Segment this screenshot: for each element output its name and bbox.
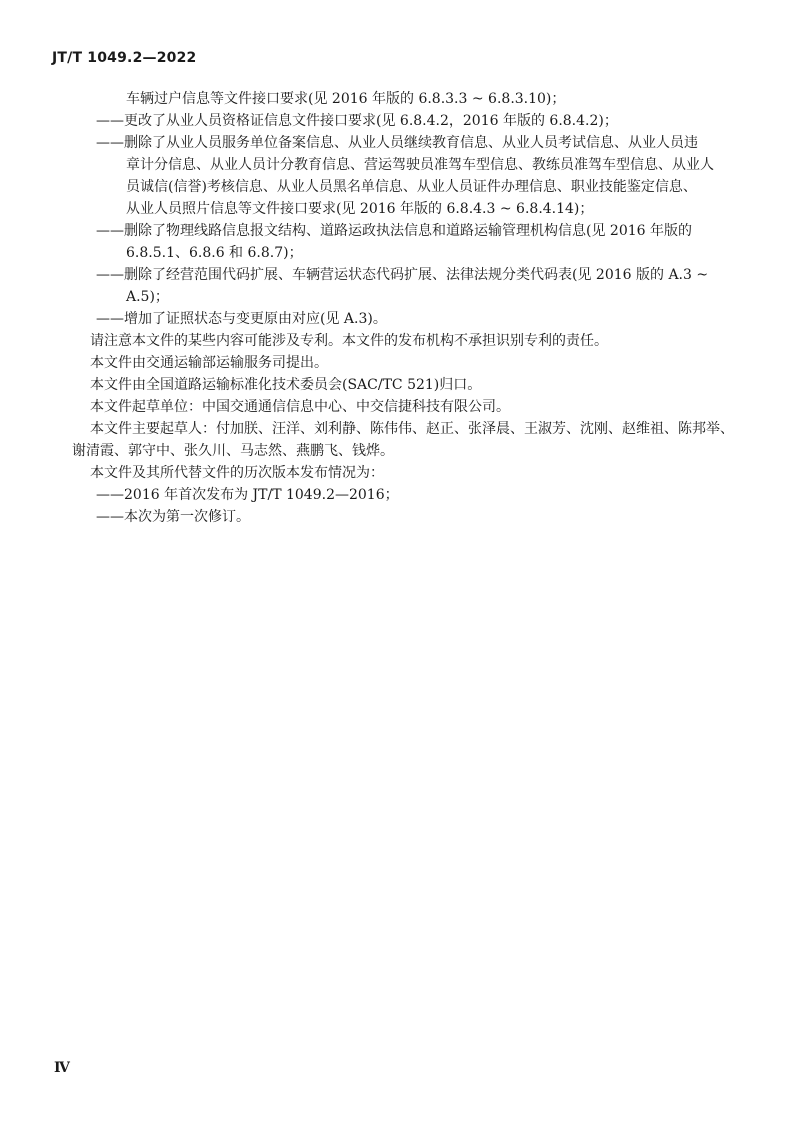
text-line: 车辆过户信息等文件接口要求(见 2016 年版的 6.8.3.3 ~ 6.8.3.10)；	[126, 91, 566, 107]
text-line: 本文件起草单位：中国交通通信信息中心、中交信捷科技有限公司。	[90, 399, 510, 415]
standard-code: JT/T 1049.2—2022	[52, 50, 197, 66]
text-line: ——2016 年首次发布为 JT/T 1049.2—2016；	[96, 487, 399, 503]
text-line: 请注意本文件的某些内容可能涉及专利。本文件的发布机构不承担识别专利的责任。	[90, 333, 608, 349]
text-line: 本文件及其所代替文件的历次版本发布情况为：	[90, 465, 384, 481]
text-line: 本文件主要起草人：付加朕、汪洋、刘利静、陈伟伟、赵正、张泽晨、王淑芳、沈刚、赵维祖、陈邦举、	[90, 421, 734, 437]
text-line: A.5)；	[126, 289, 169, 305]
text-line: 本文件由交通运输部运输服务司提出。	[90, 355, 328, 371]
text-line: 6.8.5.1、6.8.6 和 6.8.7)；	[126, 245, 303, 261]
text-line: 章计分信息、从业人员计分教育信息、营运驾驶员准驾车型信息、教练员准驾车型信息、从业人	[126, 157, 714, 173]
text-line: ——删除了物理线路信息报文结构、道路运政执法信息和道路运输管理机构信息(见 2016 年版的	[96, 223, 692, 239]
text-line: ——删除了从业人员服务单位备案信息、从业人员继续教育信息、从业人员考试信息、从业人员违	[96, 135, 698, 151]
text-line: 谢清霞、郭守中、张久川、马志然、燕鹏飞、钱烨。	[72, 443, 394, 459]
text-line: ——本次为第一次修订。	[96, 509, 250, 525]
text-line: ——删除了经营范围代码扩展、车辆营运状态代码扩展、法律法规分类代码表(见 2016 版的 A.3 ~	[96, 267, 709, 283]
text-line: 从业人员照片信息等文件接口要求(见 2016 年版的 6.8.4.3 ~ 6.8.4.14)；	[126, 201, 594, 217]
text-line: 本文件由全国道路运输标准化技术委员会(SAC/TC 521)归口。	[90, 377, 482, 393]
text-line: ——更改了从业人员资格证信息文件接口要求(见 6.8.4.2，2016 年版的 6.8.4.2)；	[96, 113, 618, 129]
text-line: ——增加了证照状态与变更原由对应(见 A.3)。	[96, 311, 387, 327]
page-number: Ⅳ	[54, 1060, 70, 1076]
text-line: 员诚信(信誉)考核信息、从业人员黑名单信息、从业人员证件办理信息、职业技能鉴定信息、	[126, 179, 697, 195]
